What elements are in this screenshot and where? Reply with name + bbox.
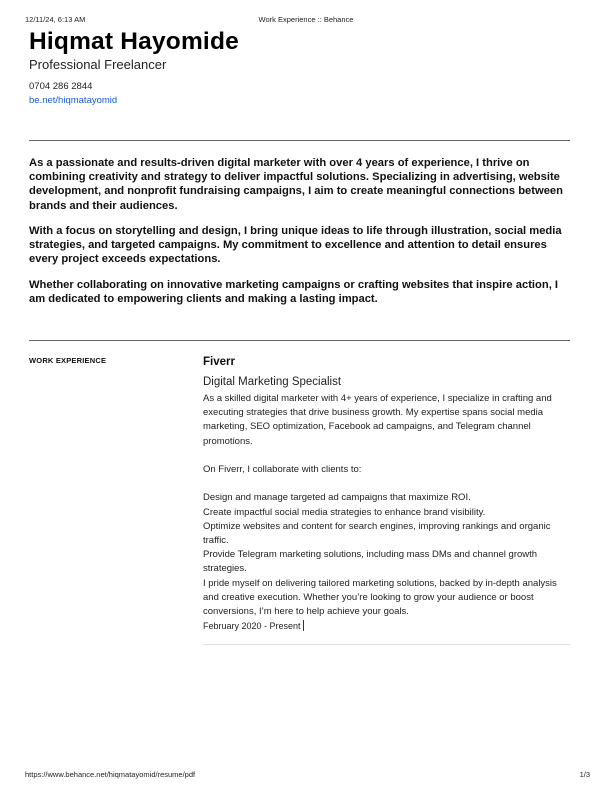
print-header-date: 12/11/24, 6:13 AM (25, 15, 86, 24)
entry-divider (203, 644, 570, 645)
profile-role: Professional Freelancer (29, 57, 167, 72)
job-dates-wrapper (203, 620, 304, 631)
print-footer-url: https://www.behance.net/hiqmatayomid/resume/pdf (25, 770, 196, 779)
job-lead-in: On Fiverr, I collaborate with clients to: (203, 464, 362, 475)
summary-paragraph: As a passionate and results-driven digital marketer with over 4 years of experience, I thrive on combining creativity and strategy to deliver impactful solutions. Specializing in advertising, website development, and nonprofit fundraising campaigns, I aim to create meaningful connections between brands and their audiences. (29, 157, 563, 212)
divider (29, 140, 570, 141)
profile-name: Hiqmat Hayomide (29, 28, 239, 55)
job-bullet: Provide Telegram marketing solutions, including mass DMs and channel growth strategies. (203, 549, 538, 575)
divider (29, 340, 570, 341)
profile-link[interactable]: be.net/hiqmatayomid (29, 95, 118, 106)
job-closing: I pride myself on delivering tailored marketing solutions, backed by in-depth analysis and creative execution. Whether you’re looking to grow your audience or boost conversions, I’m here to help achieve your goals. (203, 577, 557, 618)
profile-phone: 0704 286 2844 (29, 81, 93, 92)
job-bullet: Optimize websites and content for search engines, improving rankings and organic traffic. (203, 520, 551, 546)
summary-paragraph: Whether collaborating on innovative marketing campaigns or crafting websites that inspire action, I am dedicated to empowering clients and making a lasting impact. (29, 279, 559, 306)
job-description (203, 392, 575, 619)
text-cursor (303, 620, 304, 631)
spacer (203, 449, 575, 463)
job-title: Digital Marketing Specialist (203, 376, 342, 388)
job-company: Fiverr (203, 356, 235, 368)
job-dates: February 2020 - Present (203, 621, 301, 631)
work-experience-heading: WORK EXPERIENCE (29, 356, 107, 365)
spacer (203, 477, 575, 491)
print-header-title: Work Experience :: Behance (258, 15, 354, 24)
job-bullet: Design and manage targeted ad campaigns that maximize ROI. (203, 492, 471, 504)
job-intro: As a skilled digital marketer with 4+ years of experience, I specialize in crafting and executing strategies that drive business growth. My expertise spans social media marketing, SEO optimization, Facebook ad campaigns, and Telegram channel promotions. (203, 393, 552, 447)
print-footer-page-number: 1/3 (579, 770, 590, 779)
job-bullet: Create impactful social media strategies to enhance brand visibility. (203, 506, 486, 518)
summary-paragraph: With a focus on storytelling and design, I bring unique ideas to life through illustration, social media strategies, and targeted campaigns. My commitment to excellence and attention to detail ensures every project exceeds expectations. (29, 225, 562, 266)
